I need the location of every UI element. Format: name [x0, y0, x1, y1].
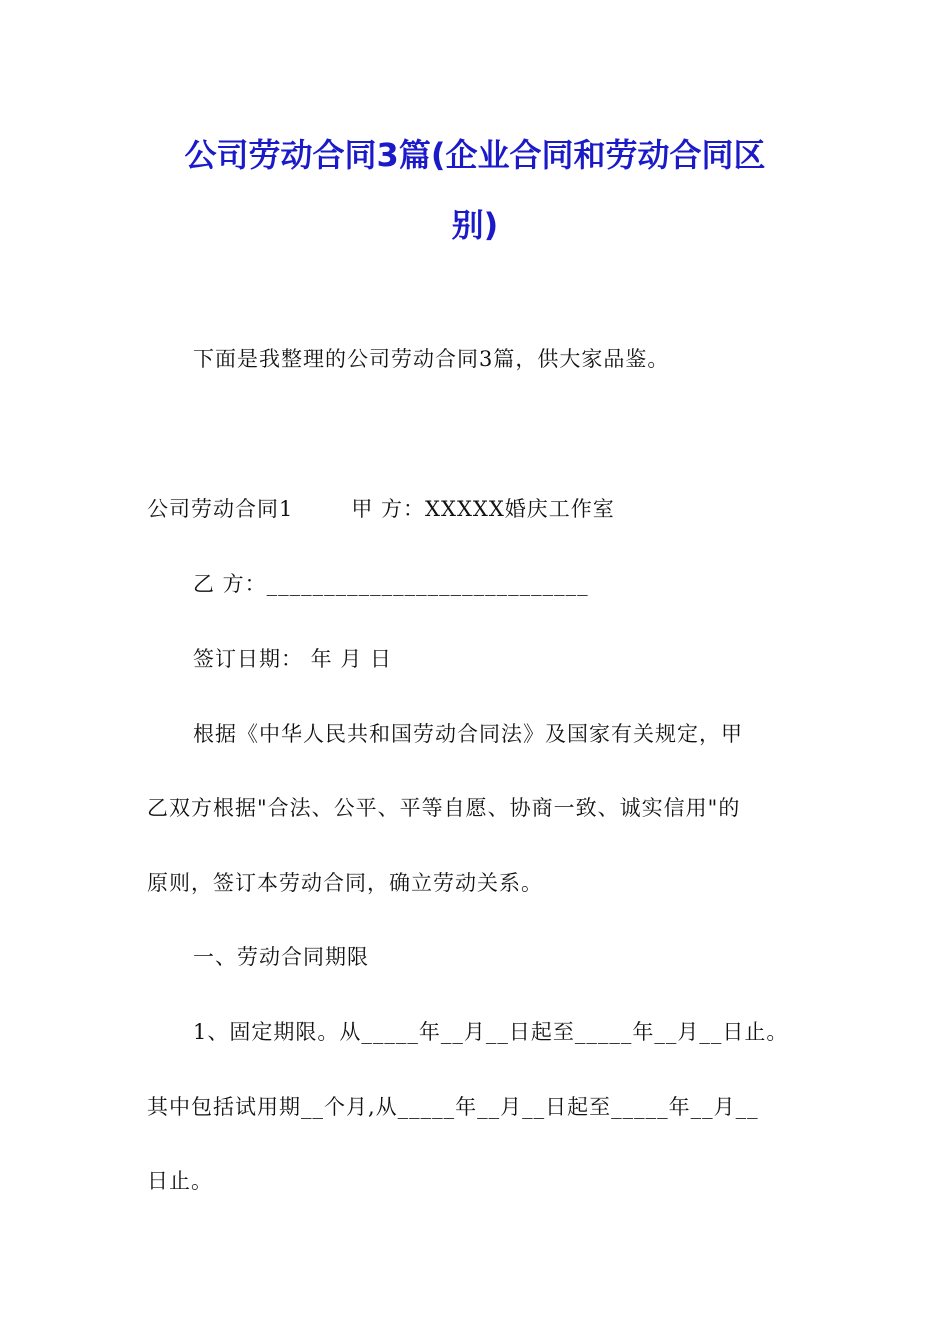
section-1-item-1-line-2: 其中包括试用期__个月,从_____年__月__日起至_____年__月__	[147, 1095, 759, 1119]
intro-paragraph: 下面是我整理的公司劳动合同3篇，供大家品鉴。	[193, 347, 670, 371]
sign-date-line: 签订日期： 年 月 日	[193, 647, 393, 671]
section-1-item-1-line-3: 日止。	[147, 1169, 213, 1193]
document-title-line-1: 公司劳动合同3篇(企业合同和劳动合同区	[184, 136, 766, 174]
party-a-line: 甲 方：XXXXX婚庆工作室	[351, 497, 615, 521]
contract-1-header-row	[147, 495, 615, 523]
preamble-line-3: 原则，签订本劳动合同，确立劳动关系。	[147, 871, 543, 895]
section-1-title: 一、劳动合同期限	[193, 945, 369, 969]
party-b-line: 乙 方：____________________________	[193, 572, 589, 596]
preamble-line-1: 根据《中华人民共和国劳动合同法》及国家有关规定，甲	[193, 722, 743, 746]
document-title-line-2: 别)	[451, 206, 499, 244]
preamble-line-2: 乙双方根据"合法、公平、平等自愿、协商一致、诚实信用"的	[147, 796, 741, 820]
section-1-item-1-line-1: 1、固定期限。从_____年__月__日起至_____年__月__日止。	[193, 1020, 789, 1044]
contract-1-heading: 公司劳动合同1	[147, 497, 294, 521]
